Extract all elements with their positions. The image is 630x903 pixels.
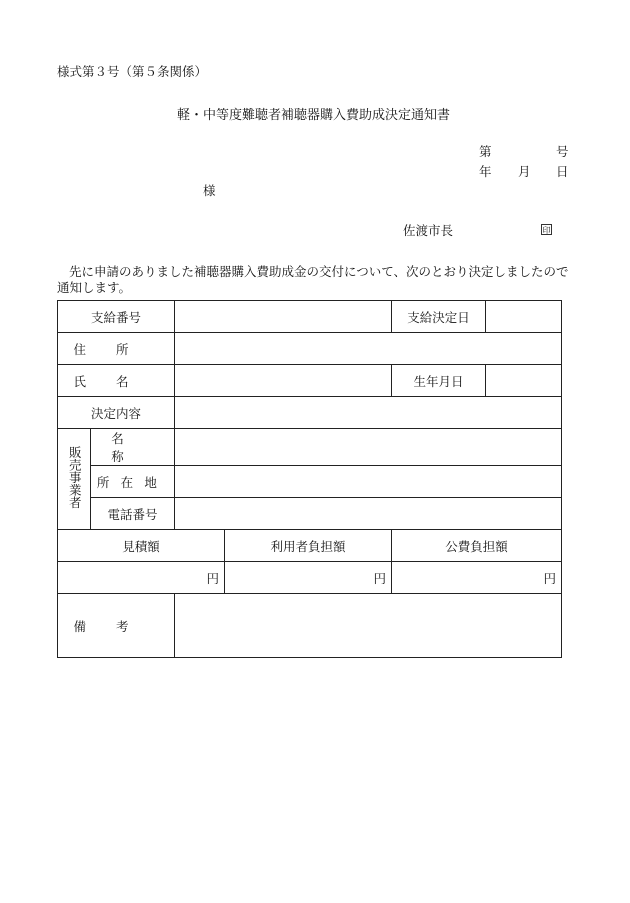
issuer: 佐渡市長 xyxy=(403,223,454,238)
public-burden-yen: 円 xyxy=(392,562,562,594)
support-decision-date-label: 支給決定日 xyxy=(392,301,486,333)
name-cell xyxy=(175,365,392,397)
date-day: 日 xyxy=(556,164,569,179)
doc-number-suffix: 号 xyxy=(556,144,569,159)
birth-date-label: 生年月日 xyxy=(392,365,486,397)
doc-number-prefix: 第 xyxy=(479,144,492,159)
remarks-cell xyxy=(175,594,562,658)
remarks-label: 備考 xyxy=(73,618,159,634)
form-label: 様式第３号（第５条関係） xyxy=(57,64,208,79)
body-text: 先に申請のありました補聴器購入費助成金の交付について、次のとおり決定しましたので通知します。 xyxy=(57,264,569,295)
vendor-location-label: 所在地 xyxy=(96,474,169,490)
support-number-cell xyxy=(175,301,392,333)
user-burden-label: 利用者負担額 xyxy=(225,530,392,562)
vendor-name-cell xyxy=(175,429,562,466)
address-label: 住所 xyxy=(73,341,159,357)
body-paragraph xyxy=(57,264,572,296)
vendor-label: 販売事業者 xyxy=(67,446,83,509)
decision-content-cell xyxy=(175,397,562,429)
vendor-phone-cell xyxy=(175,498,562,530)
document-title: 軽・中等度難聴者補聴器購入費助成決定通知書 xyxy=(177,108,451,123)
addressee-suffix: 様 xyxy=(203,183,216,198)
decision-content-label: 決定内容 xyxy=(58,397,175,429)
seal-mark: 印 xyxy=(542,226,551,235)
date-year: 年 xyxy=(479,164,492,179)
vendor-location-cell xyxy=(175,466,562,498)
birth-date-cell xyxy=(486,365,562,397)
name-label: 氏名 xyxy=(73,373,159,389)
support-number-label: 支給番号 xyxy=(58,301,175,333)
vendor-phone-label: 電話番号 xyxy=(91,498,175,530)
estimate-label: 見積額 xyxy=(58,530,225,562)
public-burden-label: 公費負担額 xyxy=(392,530,562,562)
decision-table xyxy=(57,300,562,658)
address-cell xyxy=(175,333,562,365)
estimate-yen: 円 xyxy=(58,562,225,594)
vendor-name-label: 名称 xyxy=(111,431,154,464)
user-burden-yen: 円 xyxy=(225,562,392,594)
support-decision-date-cell xyxy=(486,301,562,333)
date-month: 月 xyxy=(518,164,531,179)
